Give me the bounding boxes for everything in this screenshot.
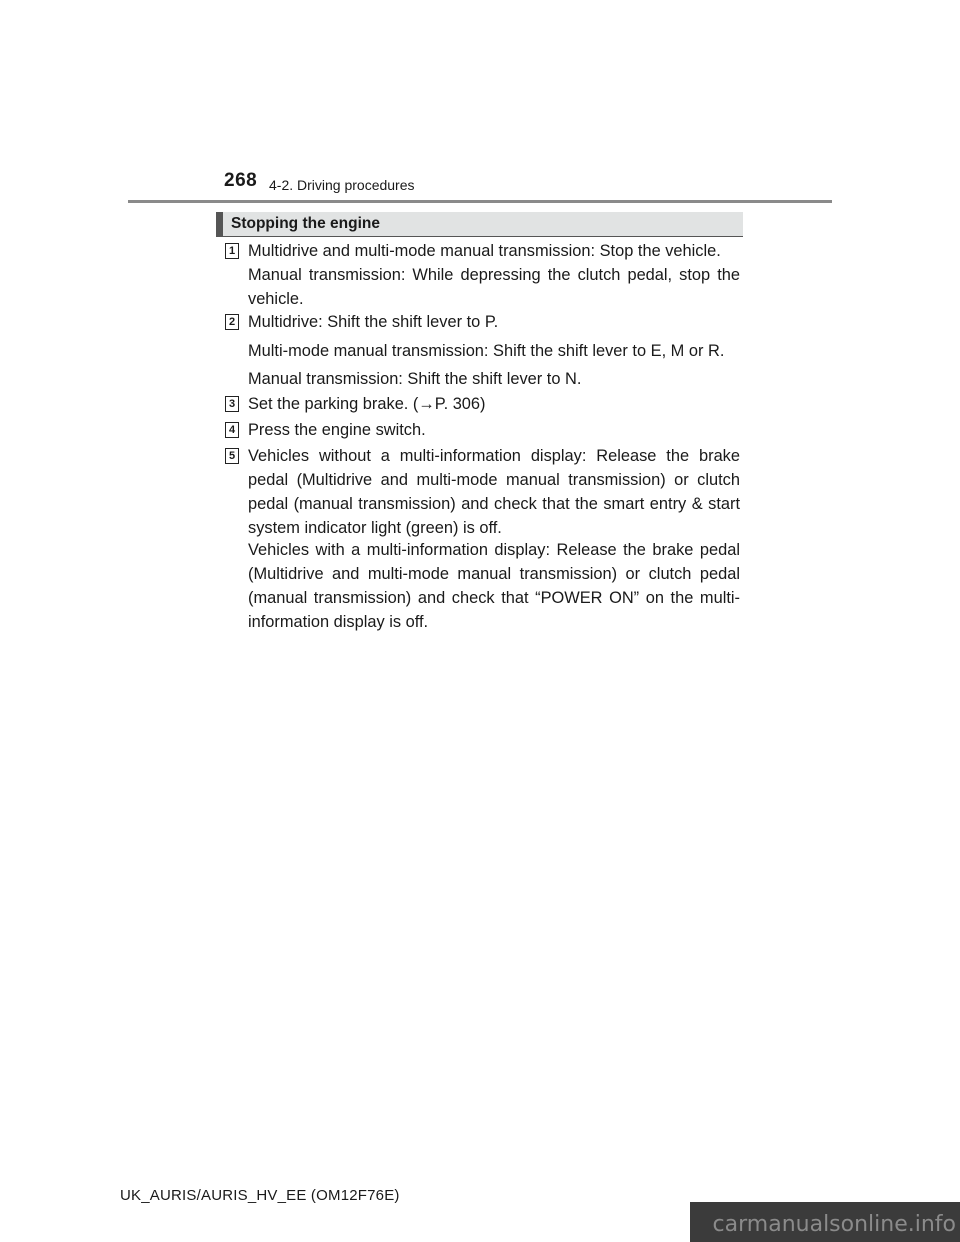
step-number-3: 3 [225, 396, 239, 412]
watermark-text: carmanualsonline.info [712, 1212, 956, 1237]
step-1-paragraph-1: Multidrive and multi-mode manual transmission: Stop the vehicle. [248, 242, 721, 260]
section-heading: Stopping the engine [231, 215, 380, 232]
step-2-paragraph-2: Multi-mode manual transmission: Shift the shift lever to E, M or R. [248, 342, 725, 360]
step-4-paragraph-1: Press the engine switch. [248, 421, 426, 439]
page-footer: UK_AURIS/AURIS_HV_EE (OM12F76E) [120, 1187, 400, 1204]
section-title: 4-2. Driving procedures [269, 177, 415, 193]
step-number-2: 2 [225, 314, 239, 330]
step-2-paragraph-3: Manual transmission: Shift the shift lever to N. [248, 370, 582, 388]
section-heading-bar [216, 212, 743, 236]
heading-underline [216, 236, 743, 237]
step-5-paragraph-2: Vehicles with a multi-information display: Release the brake pedal (Multidrive and multi-mode manual transmission) or clutch pedal (manual transmission) and check that “POWER ON” on the multi-information display is off. [248, 541, 740, 631]
step-5-paragraph-1: Vehicles without a multi-information display: Release the brake pedal (Multidrive and multi-mode manual transmission) or clutch pedal (manual transmission) and check that the smart entry & start system indicator light (green) is off. [248, 447, 740, 537]
watermark [690, 1202, 960, 1242]
step-number-1: 1 [225, 243, 239, 259]
header-rule [128, 200, 832, 203]
step-2-paragraph-1: Multidrive: Shift the shift lever to P. [248, 313, 499, 331]
step-number-4: 4 [225, 422, 239, 438]
page-number: 268 [224, 170, 258, 191]
step-3-paragraph-1: Set the parking brake. (→P. 306) [248, 395, 486, 413]
step-1-paragraph-2: Manual transmission: While depressing the clutch pedal, stop the vehicle. [248, 266, 740, 308]
step-number-5: 5 [225, 448, 239, 464]
page-header [0, 0, 960, 210]
